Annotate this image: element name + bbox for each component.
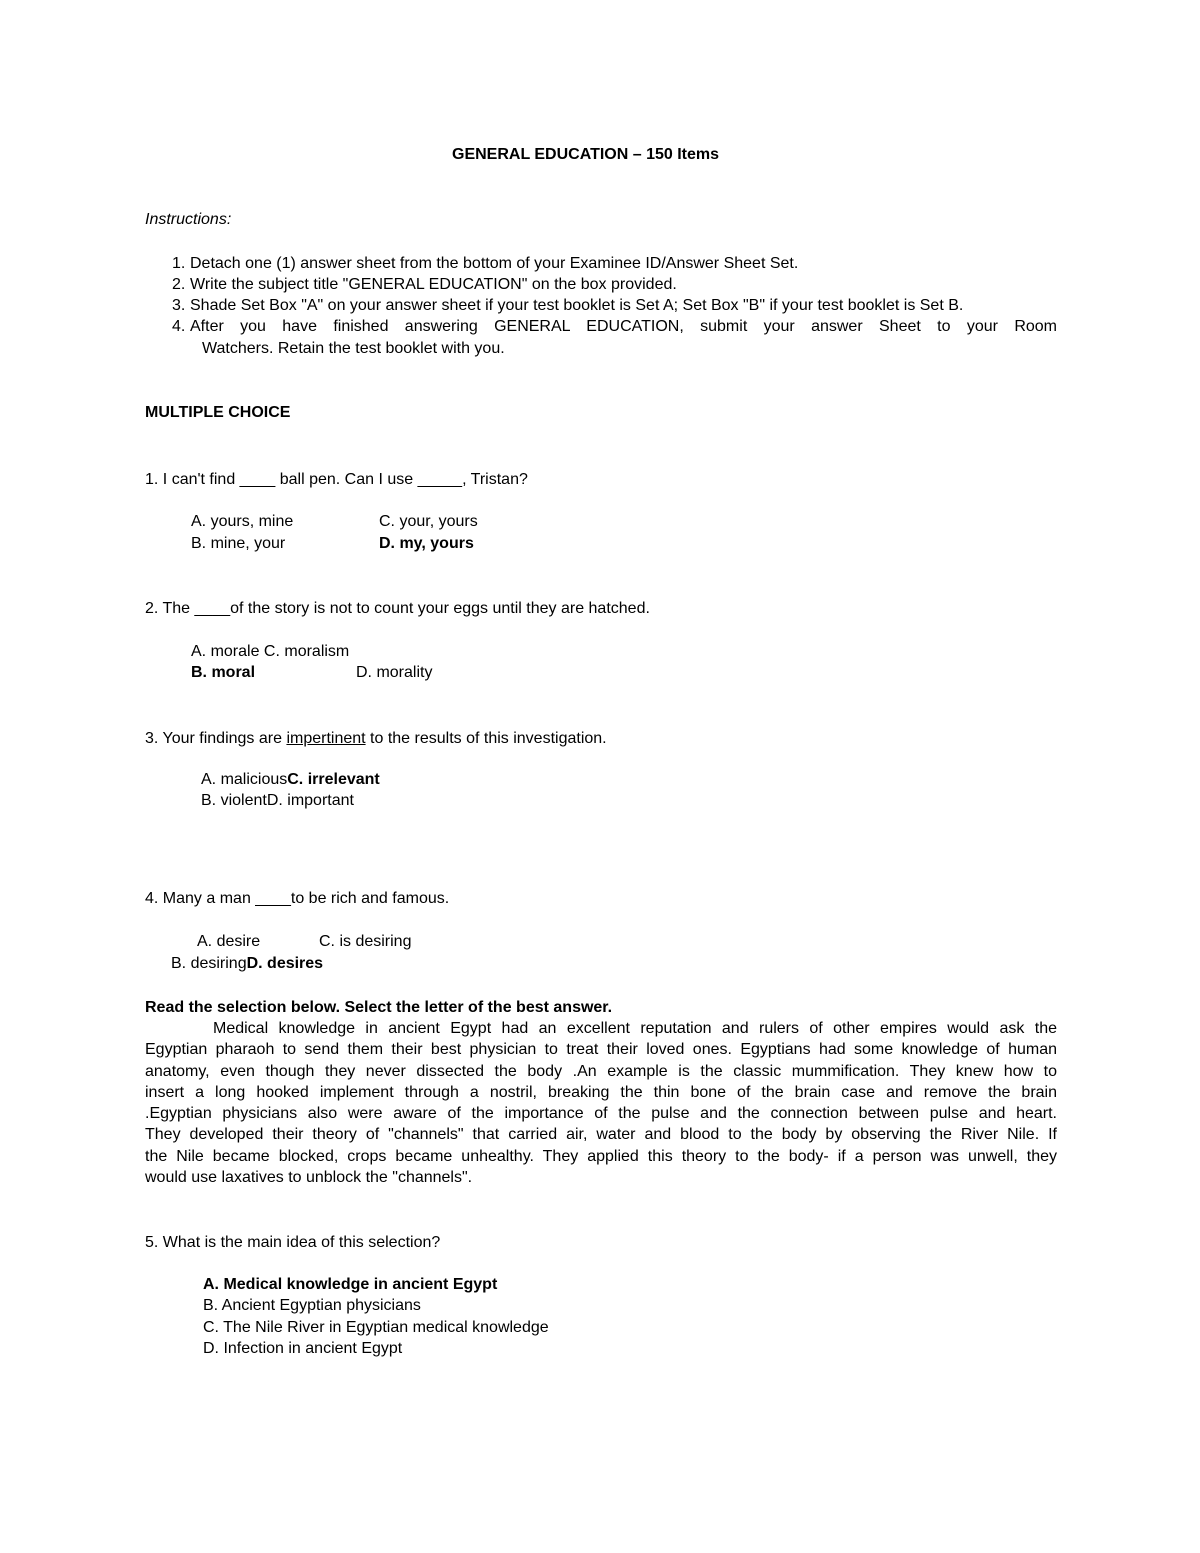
- option-d-answer: D. desires: [246, 955, 324, 972]
- options-row-1: [201, 769, 380, 790]
- passage-line: Medical knowledge in ancient Egypt had an excellent reputation and rulers of other empires would ask the: [213, 1020, 1057, 1037]
- question-text: Many a man ____to be rich and famous.: [162, 890, 450, 907]
- question-5: [145, 1232, 440, 1253]
- passage-line: Egyptian pharaoh to send them their best physician to treat their loved ones. Egyptians had some knowledge of human: [145, 1041, 1057, 1059]
- question-text: The ____of the story is not to count your eggs until they are hatched.: [162, 600, 650, 617]
- passage-line: They developed their theory of "channels" that carried air, water and blood to the body by observing the River Nile. If: [145, 1126, 1057, 1144]
- instruction-item-3: [172, 295, 963, 316]
- option-d: D. morality: [356, 664, 433, 681]
- question-2: [145, 598, 650, 619]
- passage-line: anatomy, even though they never dissected the body .An example is the classic mummification. They knew how to: [145, 1062, 1057, 1080]
- instruction-item-4-continued: Watchers. Retain the test booklet with you.: [202, 340, 505, 357]
- question-number: 1.: [145, 471, 159, 488]
- instruction-text: Write the subject title "GENERAL EDUCATION" on the box provided.: [190, 276, 677, 293]
- instruction-text: Detach one (1) answer sheet from the bottom of your Examinee ID/Answer Sheet Set.: [190, 255, 799, 272]
- question-3: [145, 728, 607, 749]
- passage-line: insert a long hooked implement through a nostril, breaking the thin bone of the brain case and remove the brain: [145, 1083, 1057, 1101]
- question-number: 4.: [145, 890, 159, 907]
- option-a: A. yours, mine: [191, 513, 294, 530]
- instruction-item-4: [172, 316, 1057, 337]
- passage-line: .Egyptian physicians also were aware of the importance of the pulse and the connection between pulse and heart.: [145, 1105, 1057, 1123]
- options-row-2: [201, 790, 354, 811]
- question-text: I can't find ____ ball pen. Can I use _____, Tristan?: [162, 471, 528, 488]
- option-c-answer: C. irrelevant: [287, 771, 380, 788]
- reading-heading: Read the selection below. Select the letter of the best answer.: [145, 999, 613, 1016]
- passage-line: the Nile became blocked, crops became unhealthy. They applied this theory to the body- if a person was unwell, they: [145, 1147, 1057, 1165]
- question-4: [145, 888, 449, 909]
- question-number: 5.: [145, 1234, 159, 1251]
- option-a-c: A. morale C. moralism: [191, 643, 350, 660]
- instruction-text: After you have finished answering GENERAL EDUCATION, submit your answer Sheet to your Room: [190, 318, 1057, 335]
- question-text: What is the main idea of this selection?: [162, 1234, 441, 1251]
- section-heading: MULTIPLE CHOICE: [145, 404, 291, 421]
- question-number: 2.: [145, 600, 159, 617]
- options-row-2: [171, 953, 323, 974]
- instruction-item-2: [172, 274, 677, 295]
- option-d-answer: D. my, yours: [379, 535, 474, 552]
- reading-passage: [145, 1018, 1057, 1188]
- option-c: C. is desiring: [319, 933, 412, 950]
- instruction-number: 3.: [172, 297, 186, 314]
- passage-line: would use laxatives to unblock the "channels".: [145, 1169, 473, 1187]
- underlined-word: impertinent: [286, 730, 366, 747]
- instructions-heading: Instructions:: [145, 211, 232, 228]
- instruction-number: 2.: [172, 276, 186, 293]
- option-a: A. malicious: [201, 771, 288, 788]
- instruction-number: 4.: [172, 318, 186, 335]
- option-a-answer: A. Medical knowledge in ancient Egypt: [203, 1276, 498, 1293]
- option-b: B. violent: [201, 792, 267, 809]
- option-a: A. desire: [197, 933, 261, 950]
- option-d: D. important: [266, 792, 354, 809]
- question-number: 3.: [145, 730, 159, 747]
- instruction-text: Shade Set Box "A" on your answer sheet if your test booklet is Set A; Set Box "B" if your test booklet is Set B.: [190, 297, 964, 314]
- instruction-item-1: [172, 253, 798, 274]
- option-b-answer: B. moral: [191, 664, 256, 681]
- page-title: GENERAL EDUCATION – 150 Items: [452, 146, 720, 163]
- option-d: D. Infection in ancient Egypt: [203, 1340, 403, 1357]
- question-text: Your findings are: [162, 730, 287, 747]
- option-c: C. your, yours: [379, 513, 478, 530]
- instruction-number: 1.: [172, 255, 186, 272]
- option-c: C. The Nile River in Egyptian medical knowledge: [203, 1319, 549, 1336]
- question-text-end: to the results of this investigation.: [365, 730, 607, 747]
- question-1: [145, 469, 528, 490]
- option-b: B. Ancient Egyptian physicians: [203, 1297, 421, 1314]
- option-b: B. desiring: [171, 955, 247, 972]
- option-b: B. mine, your: [191, 535, 286, 552]
